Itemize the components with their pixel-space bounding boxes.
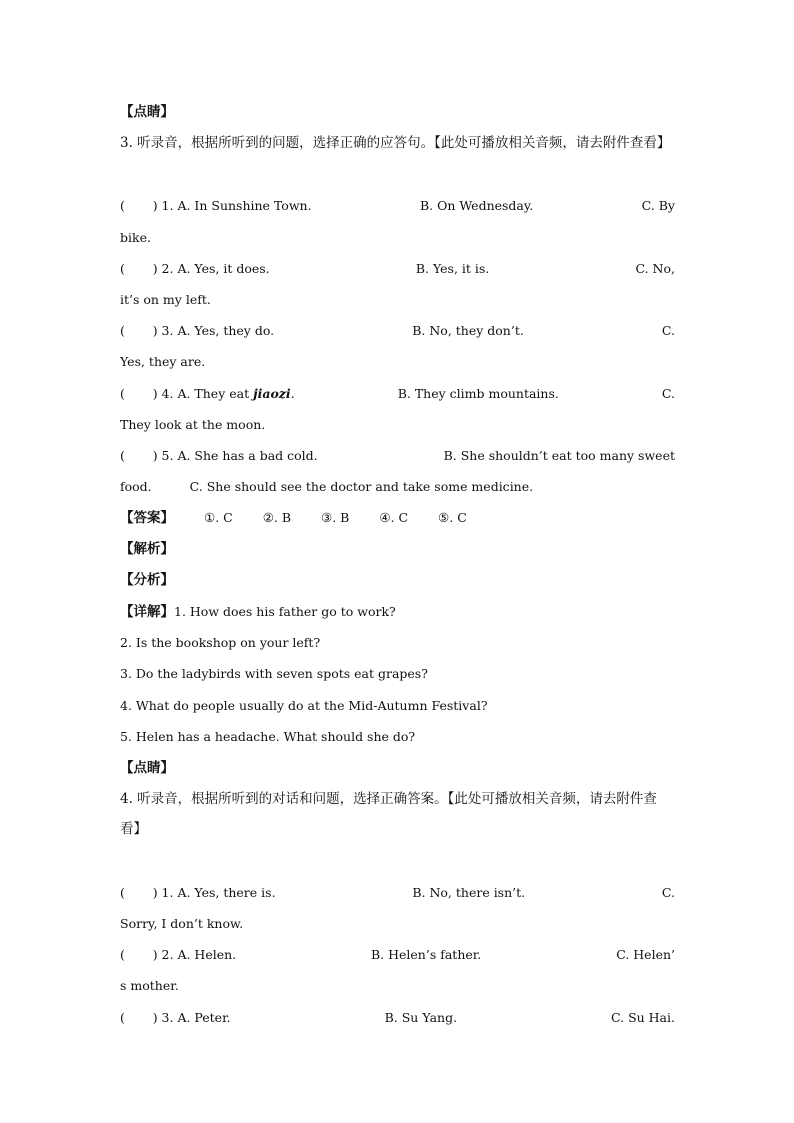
s3-q5-option-c: C. She should see the doctor and take some medicine. [189,479,534,494]
s3-q4-option-a-post: . [290,386,295,401]
s3-q2-options [120,261,675,277]
s3-q1-option-a: ( ) 1. A. In Sunshine Town. [120,198,312,213]
s4-q1-continuation: Sorry, I don’t know. [120,916,244,931]
s3-q5-option-b: B. She shouldn’t eat too many sweet [443,448,675,463]
s3-q5-option-a: ( ) 5. A. She has a bad cold. [120,448,318,463]
s3-q1-options [120,198,675,214]
answer-label: 【答案】 [120,510,174,526]
dianjing-heading-2: 【点睛】 [120,760,174,776]
s4-q3-option-b: B. Su Yang. [384,1010,458,1025]
s3-q1-option-c: C. By [641,198,675,213]
detail-3: 3. Do the ladybirds with seven spots eat grapes? [120,666,428,681]
detail-2: 2. Is the bookshop on your left? [120,635,321,650]
answer-1: ①. C [203,510,233,525]
answer-3: ③. B [321,510,350,525]
s3-q5-options [120,448,675,464]
s4-q1-option-b: B. No, there isn’t. [412,885,526,900]
s4-q1-options [120,885,675,901]
s4-q3-option-c: C. Su Hai. [611,1010,675,1025]
s3-q4-continuation: They look at the moon. [120,417,266,432]
s3-q4-options [120,386,675,402]
s4-q2-continuation: s mother. [120,978,179,993]
question-3-instruction: 3. 听录音，根据所听到的问题，选择正确的应答句。【此处可播放相关音频，请去附件查看】 [120,135,671,151]
s4-q1-option-a: ( ) 1. A. Yes, there is. [120,885,276,900]
s4-q2-option-c: C. Helen’ [616,947,675,962]
s3-q2-option-c: C. No, [635,261,675,276]
s3-q4-option-b: B. They climb mountains. [397,386,559,401]
detail-line-1 [120,604,675,620]
s4-q2-options [120,947,675,963]
s3-q1-continuation: bike. [120,230,151,245]
s3-q4-option-c: C. [661,386,675,401]
fenxi-heading: 【分析】 [120,572,174,588]
s3-q1-option-b: B. On Wednesday. [419,198,534,213]
s3-q4-option-a-italic: jiaozi [253,386,291,401]
detail-5: 5. Helen has a headache. What should she do? [120,729,416,744]
s3-q2-continuation: it’s on my left. [120,292,211,307]
answer-line [120,510,675,526]
s4-q2-option-b: B. Helen’s father. [370,947,482,962]
s3-q2-option-b: B. Yes, it is. [415,261,490,276]
analysis-heading: 【解析】 [120,541,174,557]
s3-q3-option-a: ( ) 3. A. Yes, they do. [120,323,275,338]
answer-5: ⑤. C [438,510,467,525]
s3-q3-option-b: B. No, they don’t. [412,323,524,338]
detail-1: 1. How does his father go to work? [174,604,396,619]
s4-q1-option-c: C. [661,885,675,900]
s3-q2-option-a: ( ) 2. A. Yes, it does. [120,261,270,276]
s3-q5-cont-a: food. [120,479,152,494]
s3-q3-options [120,323,675,339]
s3-q3-option-c: C. [661,323,675,338]
dianjing-heading: 【点睛】 [120,104,174,120]
question-4-instruction-line-2: 看】 [120,821,147,837]
s3-q4-option-a-pre: ( ) 4. A. They eat [120,386,254,401]
s4-q2-option-a: ( ) 2. A. Helen. [120,947,237,962]
question-4-instruction-line-1: 4. 听录音，根据所听到的对话和问题，选择正确答案。【此处可播放相关音频，请去附件查 [120,791,657,807]
detail-4: 4. What do people usually do at the Mid-Autumn Festival? [120,698,488,713]
answer-4: ④. C [379,510,409,525]
s4-q3-option-a: ( ) 3. A. Peter. [120,1010,231,1025]
s3-q3-continuation: Yes, they are. [120,354,206,369]
answer-2: ②. B [262,510,292,525]
s3-q4-option-a [120,386,295,402]
s3-q5-continuation [120,479,675,495]
s4-q3-options [120,1010,675,1026]
detail-label: 【详解】 [120,604,174,620]
